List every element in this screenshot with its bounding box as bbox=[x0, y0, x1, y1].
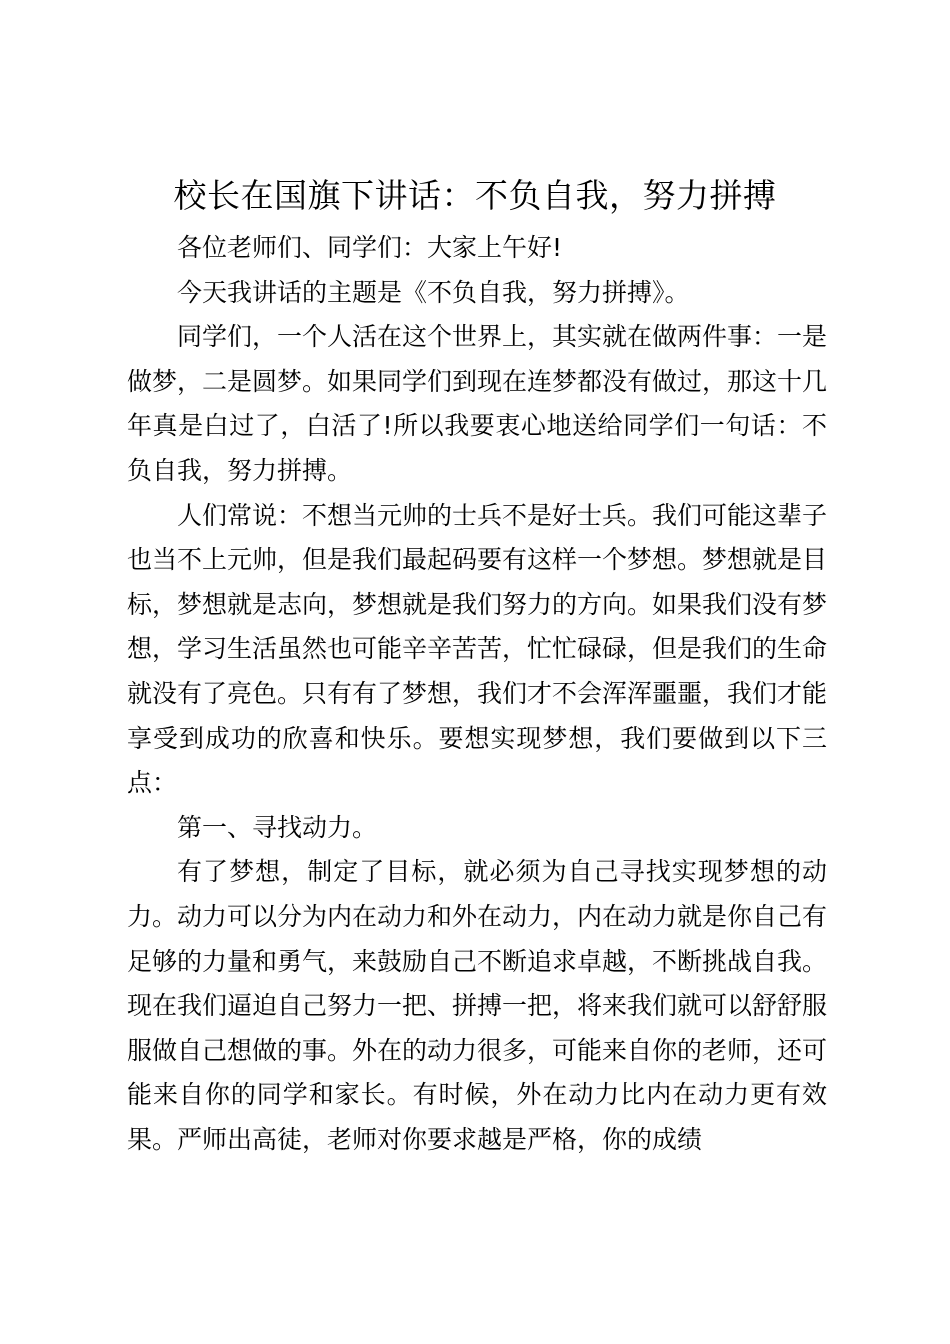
document-body bbox=[127, 226, 827, 1162]
document-title: 校长在国旗下讲话：不负自我，努力拼搏 bbox=[173, 176, 777, 215]
paragraph-motivation: 有了梦想，制定了目标，就必须为自己寻找实现梦想的动力。动力可以分为内在动力和外在动力，内在动力就是你自己有足够的力量和勇气，来鼓励自己不断追求卓越，不断挑战自我。现在我们逼迫自己努力一把、拼搏一把，将来我们就可以舒舒服服做自己想做的事。外在的动力很多，可能来自你的老师，还可能来自你的同学和家长。有时候，外在动力比内在动力更有效果。严师出高徒，老师对你要求越是严格，你的成绩 bbox=[127, 857, 828, 1154]
paragraph-soldier: 人们常说：不想当元帅的士兵不是好士兵。我们可能这辈子也当不上元帅，但是我们最起码要有这样一个梦想。梦想就是目标，梦想就是志向，梦想就是我们努力的方向。如果我们没有梦想，学习生活虽然也可能辛辛苦苦，忙忙碌碌，但是我们的生命就没有了亮色。只有有了梦想，我们才不会浑浑噩噩，我们才能享受到成功的欣喜和快乐。要想实现梦想，我们要做到以下三点： bbox=[127, 500, 828, 798]
paragraph-greeting: 各位老师们、同学们：大家上午好! bbox=[177, 233, 563, 262]
paragraph-topic: 今天我讲话的主题是《不负自我，努力拼搏》。 bbox=[177, 277, 690, 307]
paragraph-point-one-heading: 第一、寻找动力。 bbox=[177, 812, 378, 842]
paragraph-dream: 同学们，一个人活在这个世界上，其实就在做两件事：一是做梦，二是圆梦。如果同学们到现在连梦都没有做过，那这十几年真是白过了，白活了!所以我要衷心地送给同学们一句话：不负自我，努力拼搏。 bbox=[127, 322, 828, 485]
